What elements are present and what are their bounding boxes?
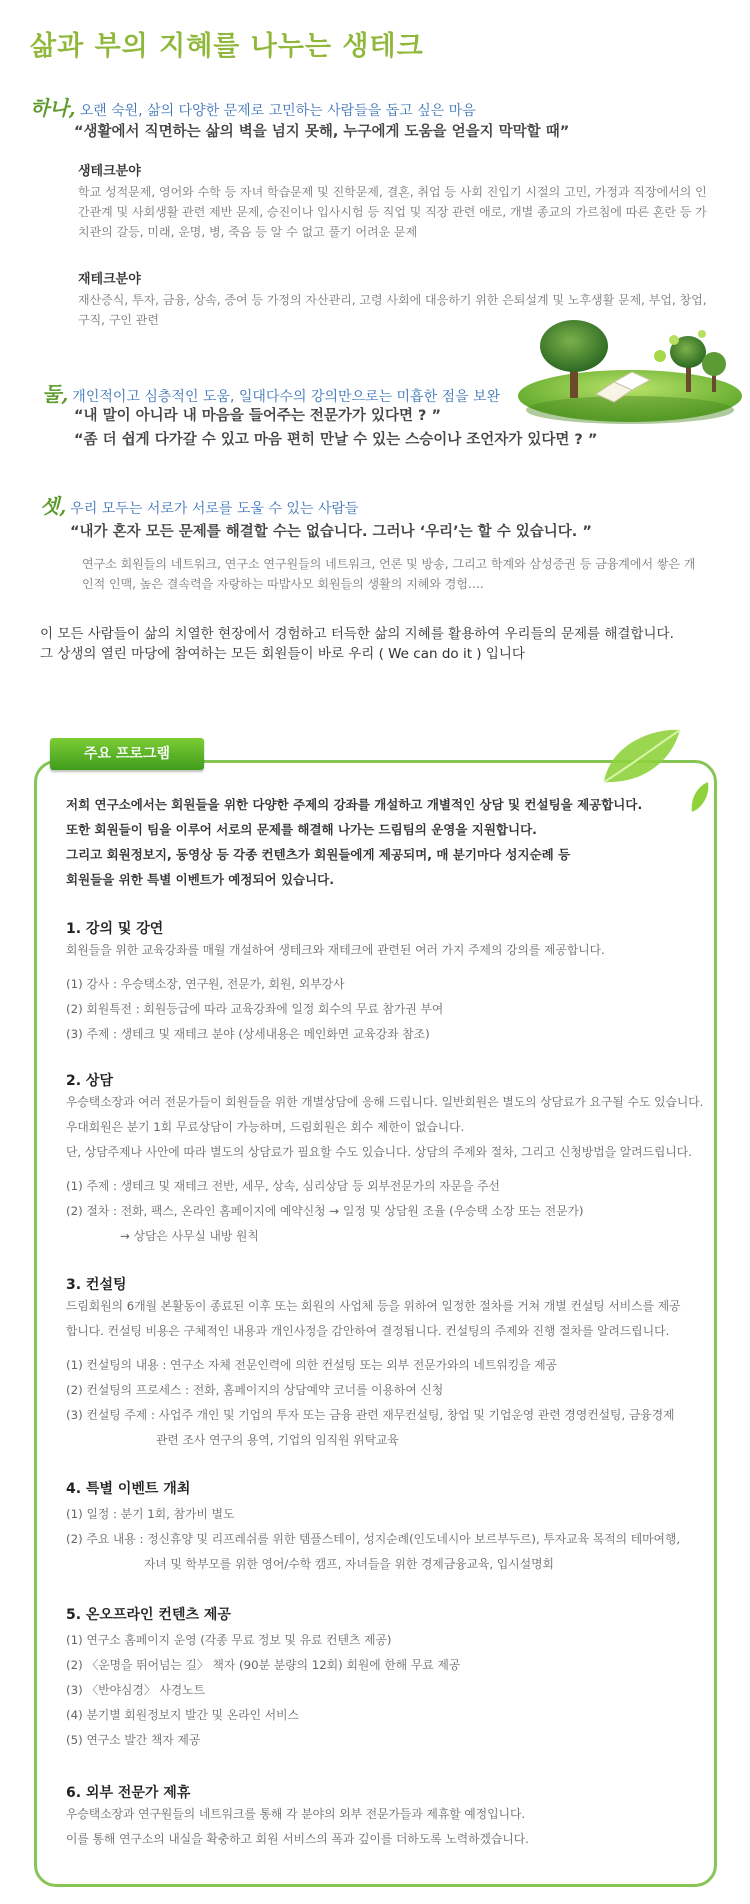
section-3-text: 연구소 회원들의 네트워크, 연구소 연구원들의 네트워크, 언론 및 방송, 그리고 학계와 삼성증권 등 금융계에서 쌓은 개인적 인맥, 높은 결속력을 자랑하는 따밥사모 회원들의 생활의 지혜와 경험….	[82, 557, 696, 591]
conclusion-line-1: 이 모든 사람들이 삶의 치열한 현장에서 경험하고 터득한 삶의 지혜를 활용하여 우리들의 문제를 해결합니다.	[40, 626, 674, 642]
program-item-1-list-2: (2) 회원특전 : 회원등급에 따라 교육강좌에 일정 회수의 무료 참가권 부여	[66, 1002, 444, 1016]
section-3-heading	[40, 490, 358, 519]
program-intro-3: 그리고 회원정보지, 동영상 등 각종 컨텐츠가 회원들에게 제공되며, 매 분기마다 성지순례 등	[66, 847, 571, 862]
section-2-heading	[42, 378, 500, 407]
section-3-head-text: 우리 모두는 서로가 서로를 도울 수 있는 사람들	[70, 501, 359, 517]
program-item-5-list-5: (5) 연구소 발간 책자 제공	[66, 1733, 201, 1747]
program-item-2-list-2: (2) 절차 : 전화, 팩스, 온라인 홈페이지에 예약신청 → 일정 및 상담원 조율 (우승택 소장 또는 전문가)	[66, 1204, 584, 1218]
program-item-4-list-3: 자녀 및 학부모를 위한 영어/수학 캠프, 자녀들을 위한 경제금융교육, 입시설명회	[144, 1557, 554, 1571]
program-item-4-list-1: (1) 일정 : 분기 1회, 참가비 별도	[66, 1507, 235, 1521]
program-item-2-list-1: (1) 주제 : 생테크 및 재테크 전반, 세무, 상속, 심리상담 등 외부전문가의 자문을 주선	[66, 1179, 500, 1193]
program-item-1-desc: 회원들을 위한 교육강좌를 매월 개설하여 생테크와 재테크에 관련된 여러 가지 주제의 강의를 제공합니다.	[66, 943, 605, 957]
section-1-heading	[30, 92, 476, 121]
section-1-quote: “생활에서 직면하는 삶의 벽을 넘지 못해, 누구에게 도움을 얻을지 막막할 때”	[74, 124, 570, 140]
lifetech-title: 생테크분야	[78, 164, 141, 179]
leaf-icon	[600, 726, 684, 786]
program-item-6-desc-2: 이를 통해 연구소의 내실을 확충하고 회원 서비스의 폭과 깊이를 더하도록 노력하겠습니다.	[66, 1832, 529, 1846]
conclusion-line-2: 그 상생의 열린 마당에 참여하는 모든 회원들이 바로 우리 ( We can do it ) 입니다	[40, 646, 525, 662]
program-item-3-desc-1: 드림회원의 6개월 본활동이 종료된 이후 또는 회원의 사업체 등을 위하여 일정한 절차를 거쳐 개별 컨설팅 서비스를 제공	[66, 1299, 681, 1313]
program-item-3-list-2: (2) 컨설팅의 프로세스 : 전화, 홈페이지의 상담예약 코너를 이용하여 신청	[66, 1383, 444, 1397]
program-item-6-title: 6. 외부 전문가 제휴	[66, 1785, 191, 1801]
section-3-quote: “내가 혼자 모든 문제를 해결할 수는 없습니다. 그러나 ‘우리’는 할 수 있습니다. ”	[70, 524, 592, 540]
program-item-2-title: 2. 상담	[66, 1073, 113, 1089]
program-item-5-list-3: (3) 〈반야심경〉 사경노트	[66, 1683, 205, 1697]
section-2-number: 둘,	[42, 382, 69, 406]
section-2-quote-1: “내 말이 아니라 내 마음을 들어주는 전문가가 있다면 ? ”	[74, 408, 442, 424]
program-item-4-title: 4. 특별 이벤트 개최	[66, 1481, 191, 1497]
island-tree-illustration	[510, 318, 746, 428]
program-item-2-desc-3: 단, 상담주제나 사안에 따라 별도의 상담료가 필요할 수도 있습니다. 상담의 주제와 절차, 그리고 신청방법을 알려드립니다.	[66, 1145, 692, 1159]
section-2-head-text: 개인적이고 심층적인 도움, 일대다수의 강의만으로는 미흡한 점을 보완	[72, 389, 501, 405]
program-tab-label: 주요 프로그램	[50, 738, 204, 770]
finance-tech-text: 재산증식, 투자, 금융, 상속, 증여 등 가정의 자산관리, 고령 사회에 대응하기 위한 은퇴설계 및 노후생활 문제, 부업, 창업, 구직, 구인 관련	[78, 293, 707, 327]
program-item-1-title: 1. 강의 및 강연	[66, 921, 164, 937]
section-3-number: 셋,	[40, 494, 67, 518]
program-intro-2: 또한 회원들이 팀을 이루어 서로의 문제를 해결해 나가는 드림팀의 운영을 지원합니다.	[66, 822, 537, 837]
program-item-4-list-2: (2) 주요 내용 : 정신휴양 및 리프레쉬를 위한 템플스테이, 성지순례(인도네시아 보르부두르), 투자교육 목적의 테마여행,	[66, 1532, 681, 1546]
section-1-number: 하나,	[30, 96, 76, 120]
section-2-quote-2: “좀 더 쉽게 다가갈 수 있고 마음 편히 만날 수 있는 스승이나 조언자가 있다면 ? ”	[74, 432, 598, 448]
program-item-1-list-3: (3) 주제 : 생테크 및 재테크 분야 (상세내용은 메인화면 교육강좌 참조)	[66, 1027, 430, 1041]
lifetech-text: 학교 성적문제, 영어와 수학 등 자녀 학습문제 및 진학문제, 결혼, 취업 등 사회 진입기 시절의 고민, 가정과 직장에서의 인간관계 및 사회생활 관련 제반 문제, 승진이나 입사시험 등 직업 및 직장 관련 애로, 개별 종교의 가르침에 따른 혼란 등 가치관의 갈등, 미래, 운명, 병, 죽음 등 알 수 없고 풀기 어려운 문제	[78, 185, 707, 239]
program-item-5-list-2: (2) 〈운명을 뛰어넘는 길〉 책자 (90분 분량의 12회) 회원에 한해 무료 제공	[66, 1658, 461, 1672]
program-item-5-list-4: (4) 분기별 회원정보지 발간 및 온라인 서비스	[66, 1708, 299, 1722]
finance-tech-title: 재테크분야	[78, 272, 141, 287]
program-item-2-desc-2: 우대회원은 분기 1회 무료상담이 가능하며, 드림회원은 회수 제한이 없습니다.	[66, 1120, 465, 1134]
program-intro-1: 저희 연구소에서는 회원들을 위한 다양한 주제의 강좌를 개설하고 개별적인 상담 및 컨설팅을 제공합니다.	[66, 797, 643, 812]
page-title: 삶과 부의 지혜를 나누는 생테크	[30, 31, 424, 62]
program-item-3-title: 3. 컨설팅	[66, 1277, 127, 1293]
program-item-5-list-1: (1) 연구소 홈페이지 운영 (각종 무료 정보 및 유료 컨텐츠 제공)	[66, 1633, 392, 1647]
program-item-1-list-1: (1) 강사 : 우승택소장, 연구원, 전문가, 회원, 외부강사	[66, 977, 345, 991]
program-item-3-list-4: 관련 조사 연구의 용역, 기업의 임직원 위탁교육	[156, 1433, 399, 1447]
program-item-2-list-3: → 상담은 사무실 내방 원칙	[120, 1229, 259, 1243]
program-item-3-desc-2: 합니다. 컨설팅 비용은 구체적인 내용과 개인사정을 감안하여 결정됩니다. 컨설팅의 주제와 진행 절차를 알려드립니다.	[66, 1324, 670, 1338]
program-item-5-title: 5. 온오프라인 컨텐츠 제공	[66, 1607, 231, 1623]
leaf-icon-small	[688, 780, 710, 814]
program-item-2-desc-1: 우승택소장과 여러 전문가들이 회원들을 위한 개별상담에 응해 드립니다. 일반회원은 별도의 상담료가 요구될 수도 있습니다.	[66, 1095, 704, 1109]
program-item-3-list-3: (3) 컨설팅 주제 : 사업주 개인 및 기업의 투자 또는 금융 관련 재무컨설팅, 창업 및 기업운영 관련 경영컨설팅, 금융경제	[66, 1408, 675, 1422]
program-item-3-list-1: (1) 컨설팅의 내용 : 연구소 자체 전문인력에 의한 컨설팅 또는 외부 전문가와의 네트워킹을 제공	[66, 1358, 558, 1372]
program-item-6-desc-1: 우승택소장과 연구원들의 네트워크를 통해 각 분야의 외부 전문가들과 제휴할 예정입니다.	[66, 1807, 526, 1821]
section-1-head-text: 오랜 숙원, 삶의 다양한 문제로 고민하는 사람들을 돕고 싶은 마음	[79, 103, 476, 119]
program-intro-4: 회원들을 위한 특별 이벤트가 예정되어 있습니다.	[66, 872, 335, 887]
